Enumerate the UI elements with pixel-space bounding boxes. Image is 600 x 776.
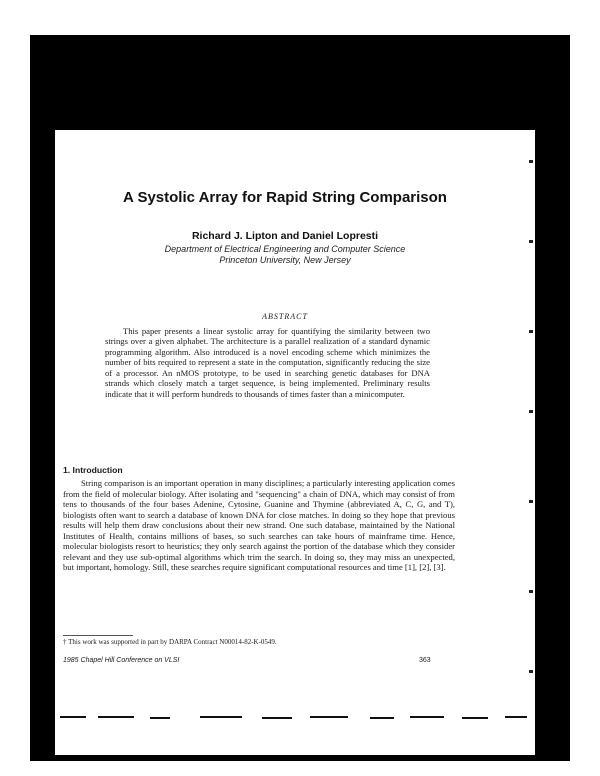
page-number: 363 <box>419 657 431 664</box>
conference-name: 1985 Chapel Hill Conference on VLSI <box>63 657 180 664</box>
scan-artifact-bottom-dash <box>150 717 170 719</box>
affiliation-university: Princeton University, New Jersey <box>219 255 351 265</box>
paper-affiliation <box>115 244 455 266</box>
abstract-heading: ABSTRACT <box>262 312 308 321</box>
affiliation-department: Department of Electrical Engineering and Computer Science <box>164 244 406 254</box>
scan-artifact-bottom-dash <box>370 717 394 719</box>
scan-artifact-bottom-dash <box>200 716 242 718</box>
footnote-rule <box>63 635 133 636</box>
scan-artifact-bottom-dash <box>98 716 134 718</box>
scan-border-top <box>30 35 570 130</box>
scan-border-right <box>535 130 570 755</box>
scan-artifact-bottom-dash <box>505 716 527 718</box>
scan-artifact-bottom-dash <box>60 716 86 718</box>
scan-border-top-strip <box>515 70 535 130</box>
scan-border-bottom <box>30 755 570 761</box>
scan-artifact-bottom-dash <box>262 717 292 719</box>
scan-artifact-edge-mark <box>529 670 533 673</box>
scan-artifact-edge-mark <box>529 500 533 503</box>
scan-border-left <box>30 130 55 755</box>
scanned-page <box>55 130 535 755</box>
paper-title: A Systolic Array for Rapid String Comparison <box>123 189 447 206</box>
footnote: † This work was supported in part by DARPA Contract N00014-82-K-0549. <box>63 638 277 646</box>
scan-artifact-bottom-dash <box>310 716 348 718</box>
scan-artifact-edge-mark <box>529 330 533 333</box>
scan-artifact-bottom-dash <box>410 716 444 718</box>
scan-artifact-edge-mark <box>529 160 533 163</box>
abstract-text: This paper presents a linear systolic array for quantifying the similarity between two strings over a given alphabet. The architecture is a parallel realization of a standard dynamic programming algorithm. Also introduced is a novel encoding scheme which minimizes the number of bits required to represent a state in the computation, significantly reducing the size of a processor. An nMOS prototype, to be used in searching genetic databases for DNA strands which closely match a target sequence, is being implemented. Preliminary results indicate that it will perform hundreds to thousands of times faster than a minicomputer. <box>105 326 430 399</box>
scan-artifact-bottom-dash <box>462 717 488 719</box>
section-heading: 1. Introduction <box>63 465 123 475</box>
scan-artifact-edge-mark <box>529 240 533 243</box>
scan-artifact-edge-mark <box>529 590 533 593</box>
paper-authors: Richard J. Lipton and Daniel Lopresti <box>191 230 379 242</box>
scan-artifact-edge-mark <box>529 410 533 413</box>
introduction-text: String comparison is an important operation in many disciplines; a particularly interesting application comes from the field of molecular biology. After isolating and "sequencing" a chain of DNA, which may consist of from tens to thousands of the four bases Adenine, Cytosine, Guanine and Thymine (abbreviated A, C, G, and T), biologists often want to search a database of known DNA for close matches. In doing so they hope that previous results will help them draw conclusions about their new strand. One such database, maintained by the National Institutes of Health, contains millions of bases, so such searches can take hours of mainframe time. Hence, molecular biologists resort to heuristics; they only search against the portion of the database which they consider relevant and they use sub-optimal algorithms which trim the search. In doing so, they may miss an unexpected, but important, homology. Still, these searches require significant computational resources and time [1], [2], [3]. <box>63 478 455 572</box>
